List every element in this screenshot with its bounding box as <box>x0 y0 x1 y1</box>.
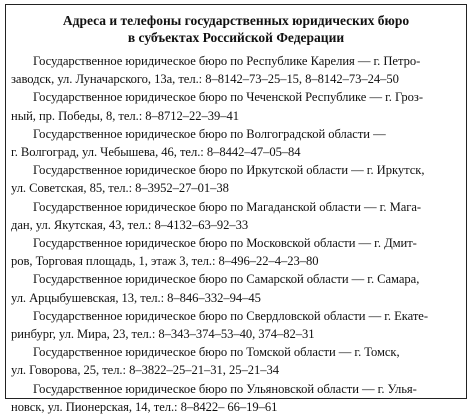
bureau-entry-line-1: Государственное юридическое бюро по Иркутской области — г. Иркутск, <box>33 163 425 178</box>
bureau-entry-line-2: дан, ул. Якутская, 43, тел.: 8–4132–63–92–33 <box>11 217 249 232</box>
bureau-entry-chechnya <box>6 88 466 124</box>
bureau-entry-irkutsk <box>6 161 466 197</box>
bureau-entry-karelia <box>6 52 466 88</box>
document-title-line-1: Адреса и телефоны государственных юридических бюро <box>62 13 410 28</box>
bureau-list <box>6 52 466 416</box>
bureau-entry-line-1: Государственное юридическое бюро по Московской области — г. Дмит- <box>33 236 417 251</box>
bureau-entry-line-1: Государственное юридическое бюро по Самарской области — г. Самара, <box>33 272 420 287</box>
bureau-entry-line-1: Государственное юридическое бюро по Свердловской области — г. Екате- <box>33 308 428 323</box>
bureau-entry-line-2: ный, пр. Победы, 8, тел.: 8–8712–22–39–41 <box>11 108 239 123</box>
bureau-entry-line-2: ринбург, ул. Мира, 23, тел.: 8–343–374–53–40, 374–82–31 <box>11 327 315 342</box>
bureau-entry-line-1: Государственное юридическое бюро по Томской области — г. Томск, <box>33 345 400 360</box>
document-title <box>6 12 466 46</box>
bureau-entry-line-1: Государственное юридическое бюро по Чеченской Республике — г. Гроз- <box>33 90 423 105</box>
bureau-entry-line-2: г. Волгоград, ул. Чебышева, 46, тел.: 8–8442–47–05–84 <box>11 145 301 160</box>
bureau-entry-volgograd <box>6 125 466 161</box>
bureau-entry-moscow-oblast <box>6 234 466 270</box>
bureau-entry-line-2: заводск, ул. Луначарского, 13а, тел.: 8–8142–73–25–15, 8–8142–73–24–50 <box>11 72 399 87</box>
bureau-entry-line-1: Государственное юридическое бюро по Республике Карелия — г. Петро- <box>33 54 421 68</box>
bureau-entry-line-2: ул. Арцыбушевская, 13, тел.: 8–846–332–94–45 <box>11 290 261 305</box>
bureau-entry-ulyanovsk <box>6 380 466 416</box>
bureau-entry-magadan <box>6 198 466 234</box>
bureau-entry-line-2: ул. Говорова, 25, тел.: 8–3822–25–21–31, 25–21–34 <box>11 363 279 378</box>
bureau-entry-samara <box>6 270 466 306</box>
bureau-entry-line-2: новск, ул. Пионерская, 14, тел.: 8–8422– 66–19–61 <box>11 399 278 414</box>
bureau-entry-line-2: ул. Советская, 85, тел.: 8–3952–27–01–38 <box>11 181 229 196</box>
bureau-entry-line-2: ров, Торговая площадь, 1, этаж 3, тел.: 8–496–22–4–23–80 <box>11 254 319 269</box>
bureau-entry-line-1: Государственное юридическое бюро по Ульяновской области — г. Улья- <box>33 381 417 396</box>
bureau-entry-sverdlovsk <box>6 307 466 343</box>
bureau-entry-tomsk <box>6 343 466 379</box>
document-frame <box>5 4 467 414</box>
bureau-entry-line-1: Государственное юридическое бюро по Магаданской области — г. Мага- <box>33 199 422 214</box>
bureau-entry-line-1: Государственное юридическое бюро по Волгоградской области — <box>33 126 386 141</box>
document-title-line-2: в субъектах Российской Федерации <box>127 30 345 45</box>
